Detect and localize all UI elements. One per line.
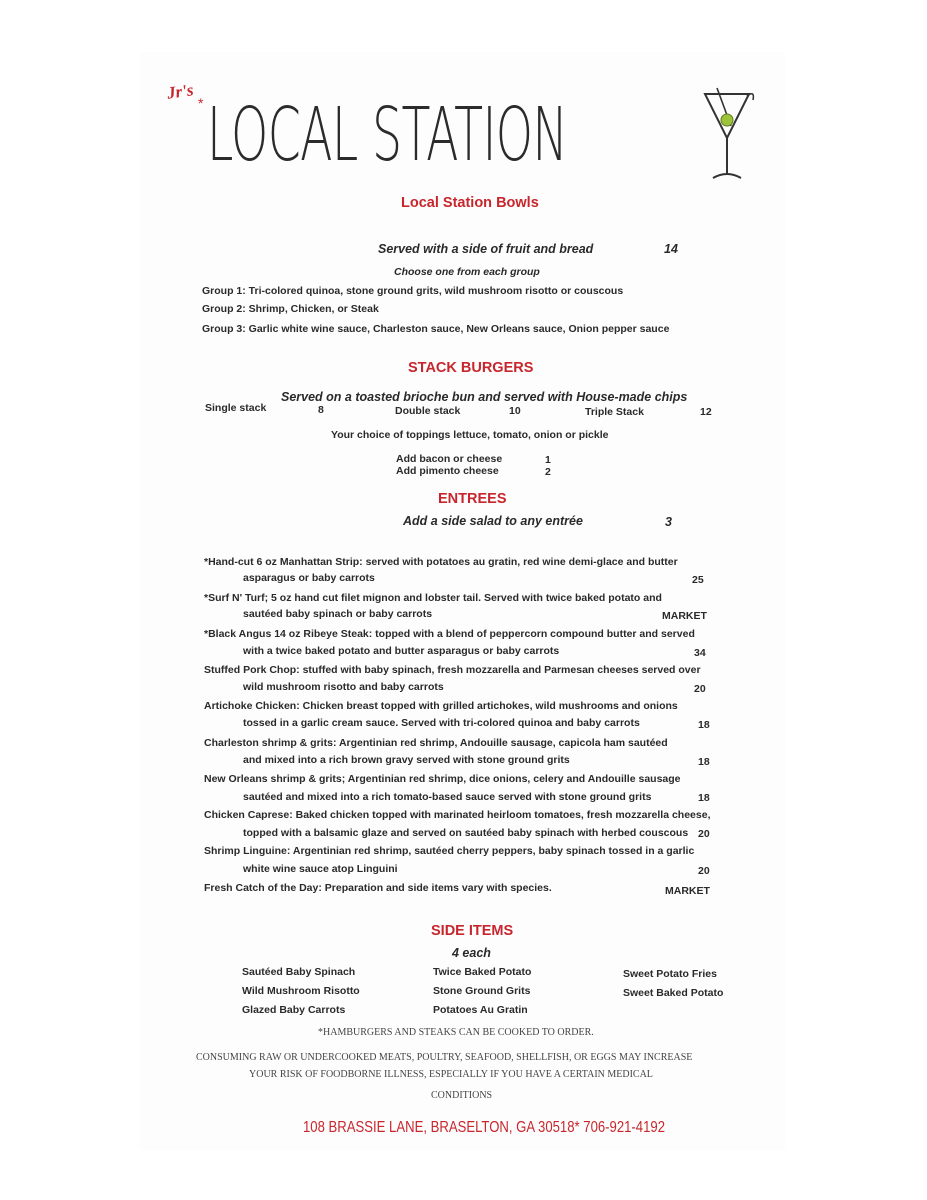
entrees-subtitle: Add a side salad to any entrée xyxy=(403,514,583,528)
entree-line: *Hand-cut 6 oz Manhattan Strip: served with potatoes au gratin, red wine demi-glace and butter xyxy=(204,556,678,568)
entree-line: sautéed and mixed into a rich tomato-based sauce served with stone ground grits xyxy=(243,791,652,803)
addon-pimento: Add pimento cheese xyxy=(396,465,499,477)
warning-line-3: CONDITIONS xyxy=(431,1090,493,1101)
entree-price: 20 xyxy=(698,828,710,840)
script-logo: Jr's xyxy=(165,80,195,103)
side-item: Glazed Baby Carrots xyxy=(242,1004,346,1016)
entree-line: wild mushroom risotto and baby carrots xyxy=(243,681,444,693)
bowls-price: 14 xyxy=(664,242,678,256)
single-stack-label: Single stack xyxy=(205,402,267,414)
addon-bacon-price: 1 xyxy=(545,454,551,466)
entree-catch: Fresh Catch of the Day: Preparation and side items vary with species. xyxy=(204,882,552,894)
entree-price: 18 xyxy=(698,756,710,768)
entree-price: MARKET xyxy=(662,610,707,622)
double-stack-label: Double stack xyxy=(395,405,461,417)
martini-glass-icon xyxy=(693,86,763,186)
sides-heading: SIDE ITEMS xyxy=(431,923,514,939)
side-item: Wild Mushroom Risotto xyxy=(242,985,360,997)
entree-price: 20 xyxy=(694,683,706,695)
side-item: Sweet Potato Fries xyxy=(623,968,717,980)
side-item: Stone Ground Grits xyxy=(433,985,531,997)
entree-line: asparagus or baby carrots xyxy=(243,572,375,584)
entree-price: 34 xyxy=(694,647,706,659)
entree-line: Stuffed Pork Chop: stuffed with baby spinach, fresh mozzarella and Parmesan cheeses served over xyxy=(204,664,701,676)
bowls-subtitle: Served with a side of fruit and bread xyxy=(378,242,594,256)
entrees-heading: ENTREES xyxy=(438,491,507,507)
burgers-subtitle: Served on a toasted brioche bun and served with House-made chips xyxy=(281,390,688,404)
entree-line: *Black Angus 14 oz Ribeye Steak: topped with a blend of peppercorn compound butter and served xyxy=(204,628,695,640)
side-item: Potatoes Au Gratin xyxy=(433,1004,528,1016)
entree-line: Shrimp Linguine: Argentinian red shrimp, sautéed cherry peppers, baby spinach tossed in a garlic xyxy=(204,845,695,857)
sides-price-note: 4 each xyxy=(452,946,491,960)
entree-line: New Orleans shrimp & grits; Argentinian red shrimp, dice onions, celery and Andouille sausage xyxy=(204,773,681,785)
logo-star: * xyxy=(198,95,204,111)
triple-stack-price: 12 xyxy=(700,406,712,418)
entree-price: 20 xyxy=(698,865,710,877)
address-phone: 108 BRASSIE LANE, BRASELTON, GA 30518* 706-921-4192 xyxy=(303,1119,665,1136)
entree-price: 25 xyxy=(692,574,704,586)
addon-bacon: Add bacon or cheese xyxy=(396,453,503,465)
side-item: Sweet Baked Potato xyxy=(623,987,724,999)
warning-line-1: CONSUMING RAW OR UNDERCOOKED MEATS, POULTRY, SEAFOOD, SHELLFISH, OR EGGS MAY INCREASE xyxy=(196,1052,693,1063)
burgers-heading: STACK BURGERS xyxy=(408,360,534,376)
bowls-group-3: Group 3: Garlic white wine sauce, Charleston sauce, New Orleans sauce, Onion pepper sauce xyxy=(202,323,670,335)
addon-pimento-price: 2 xyxy=(545,466,551,478)
entree-line: white wine sauce atop Linguini xyxy=(243,863,398,875)
triple-stack-label: Triple Stack xyxy=(585,406,644,418)
entree-price: 18 xyxy=(698,719,710,731)
entree-line: Charleston shrimp & grits: Argentinian red shrimp, Andouille sausage, capicola ham sautéed xyxy=(204,737,668,749)
entree-line: with a twice baked potato and butter asparagus or baby carrots xyxy=(243,645,560,657)
warning-line-2: YOUR RISK OF FOODBORNE ILLNESS, ESPECIALLY IF YOU HAVE A CERTAIN MEDICAL xyxy=(249,1069,653,1080)
bowls-group-2: Group 2: Shrimp, Chicken, or Steak xyxy=(202,303,379,315)
bowls-group-1: Group 1: Tri-colored quinoa, stone ground grits, wild mushroom risotto or couscous xyxy=(202,285,624,297)
side-item: Sautéed Baby Spinach xyxy=(242,966,356,978)
side-item: Twice Baked Potato xyxy=(433,966,532,978)
entree-line: sautéed baby spinach or baby carrots xyxy=(243,608,433,620)
entree-line: Artichoke Chicken: Chicken breast topped with grilled artichokes, wild mushrooms and onions xyxy=(204,700,678,712)
entree-line: *Surf N' Turf; 5 oz hand cut filet mignon and lobster tail. Served with twice baked potato and xyxy=(204,592,662,604)
bowls-heading: Local Station Bowls xyxy=(401,195,539,211)
toppings-note: Your choice of toppings lettuce, tomato, onion or pickle xyxy=(331,429,609,441)
entree-line: Chicken Caprese: Baked chicken topped with marinated heirloom tomatoes, fresh mozzarella cheese, xyxy=(204,809,711,821)
entree-price: 18 xyxy=(698,792,710,804)
entrees-subtitle-price: 3 xyxy=(665,515,672,529)
entree-line: and mixed into a rich brown gravy served with stone ground grits xyxy=(243,754,570,766)
single-stack-price: 8 xyxy=(318,404,324,416)
entree-catch-price: MARKET xyxy=(665,885,710,897)
logo-title: LOCAL STATION xyxy=(207,92,568,178)
entree-line: tossed in a garlic cream sauce. Served with tri-colored quinoa and baby carrots xyxy=(243,717,640,729)
double-stack-price: 10 xyxy=(509,405,521,417)
bowls-instruction: Choose one from each group xyxy=(394,266,540,278)
entree-line: topped with a balsamic glaze and served on sautéed baby spinach with herbed couscous xyxy=(243,827,689,839)
cook-note: *HAMBURGERS AND STEAKS CAN BE COOKED TO ORDER. xyxy=(318,1027,594,1038)
